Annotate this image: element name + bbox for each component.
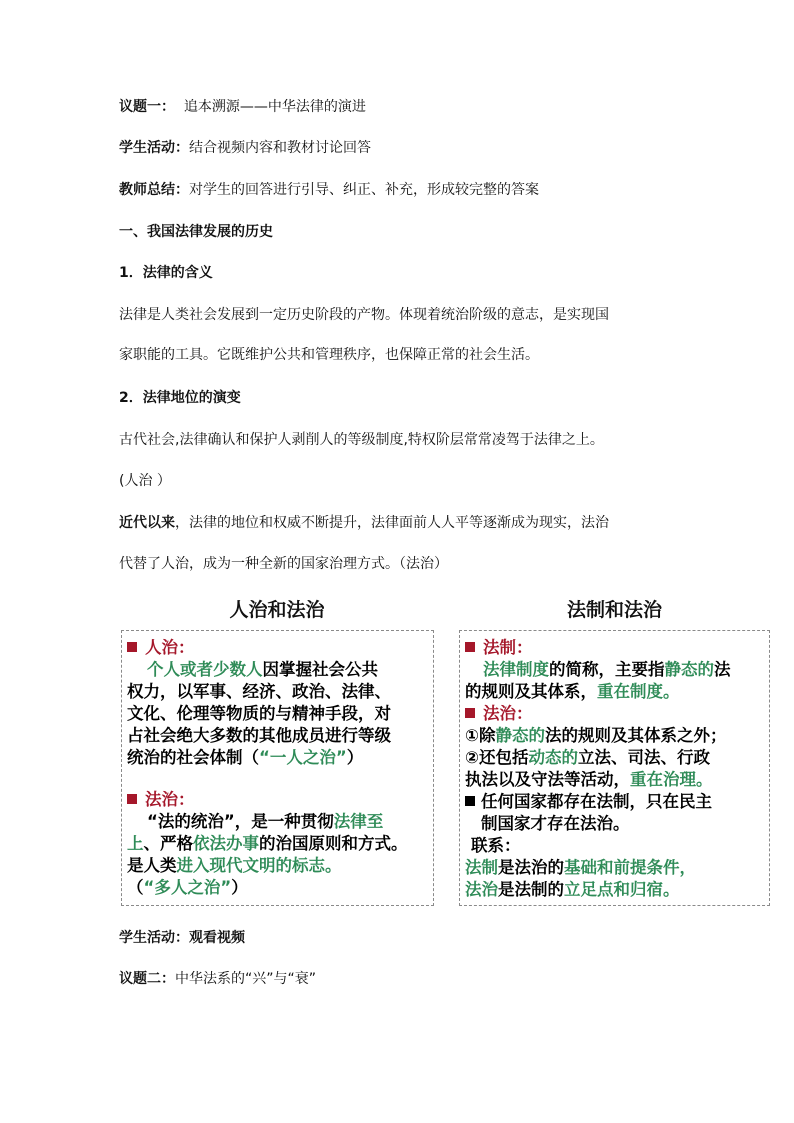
legal-system-line-2: 的规则及其体系，重在制度。 <box>465 682 680 701</box>
topic-two-text: 中华法系的“兴”与“衰” <box>175 971 317 987</box>
rule-of-law-line-1: “法的统治”，是一种贯彻法律至 <box>147 812 384 831</box>
topic-one-label: 议题一： <box>119 99 175 115</box>
rule-of-law-line-4: （“多人之治”） <box>127 878 248 897</box>
topic-two-line <box>119 969 316 989</box>
legal-system-line-1: 法律制度的简称，主要指静态的法 <box>483 660 731 679</box>
right-panel-box <box>459 630 770 906</box>
student-activity-video-label: 学生活动： <box>119 930 189 946</box>
topic-one-line <box>119 97 366 117</box>
student-activity-line <box>119 138 371 158</box>
list-item-1: ①除静态的法的规则及其体系之外； <box>465 726 727 745</box>
modern-times-text: ，法律的地位和权威不断提升，法律面前人人平等逐渐成为现实，法治 <box>175 515 609 531</box>
rule-of-man-heading <box>127 637 433 659</box>
black-square-bullet-icon <box>465 796 475 806</box>
rule-of-law-label-right: 法治： <box>483 704 533 723</box>
rule-of-man-tag: (人治 ） <box>119 473 171 489</box>
rule-of-man-line-2: 权力，以军事、经济、政治、法律、 <box>127 682 391 701</box>
student-activity-video-text: 观看视频 <box>189 930 245 946</box>
connection-line-2: 法治是法制的立足点和归宿。 <box>465 880 680 899</box>
bullet-line-2: 制国家才存在法治。 <box>481 814 630 833</box>
section-heading: 一、我国法律发展的历史 <box>119 224 273 240</box>
list-item-2: ②还包括动态的立法、司法、行政 <box>465 748 710 767</box>
square-bullet-icon <box>127 794 137 804</box>
teacher-summary-line <box>119 180 539 200</box>
subheading-law-status: 2．法律地位的演变 <box>119 390 241 406</box>
teacher-summary-text: 对学生的回答进行引导、纠正、补充，形成较完整的答案 <box>189 182 539 198</box>
student-activity-video-line <box>119 928 245 948</box>
rule-of-law-label: 法治： <box>145 790 195 809</box>
rule-of-man-line-1: 个人或者少数人因掌握社会公共 <box>147 660 378 679</box>
rule-of-law-heading-right <box>465 703 769 725</box>
legal-system-label: 法制： <box>483 638 533 657</box>
legal-system-heading <box>465 637 769 659</box>
rule-of-man-line-5: 统治的社会体制（“一人之治”） <box>127 748 364 767</box>
modern-times-line-1 <box>119 513 609 533</box>
rule-of-law-line-2: 上、严格依法办事的治国原则和方式。 <box>127 834 408 853</box>
subheading-law-meaning: 1．法律的含义 <box>119 265 213 281</box>
student-activity-label: 学生活动： <box>119 140 189 156</box>
left-panel-title: 人治和法治 <box>229 599 325 621</box>
connection-label: 联系： <box>471 836 521 855</box>
connection-line-1: 法制是法治的基础和前提条件， <box>465 858 696 877</box>
law-definition-line-2: 家职能的工具。它既维护公共和管理秩序，也保障正常的社会生活。 <box>119 347 539 363</box>
student-activity-text: 结合视频内容和教材讨论回答 <box>189 140 371 156</box>
rule-of-law-heading <box>127 789 433 811</box>
topic-one-text: 追本溯源——中华法律的演进 <box>183 99 366 115</box>
ancient-society-text: 古代社会,法律确认和保护人剥削人的等级制度,特权阶层常常凌驾于法律之上。 <box>119 432 604 448</box>
modern-times-label: 近代以来 <box>119 515 175 531</box>
modern-times-line-2: 代替了人治，成为一种全新的国家治理方式。（法治） <box>119 556 448 572</box>
teacher-summary-label: 教师总结： <box>119 182 189 198</box>
law-definition-line-1: 法律是人类社会发展到一定历史阶段的产物。体现着统治阶级的意志，是实现国 <box>119 307 609 323</box>
left-panel-box <box>121 630 434 906</box>
square-bullet-icon <box>127 642 137 652</box>
rule-of-man-line-4: 占社会绝大多数的其他成员进行等级 <box>127 726 391 745</box>
right-panel-title: 法制和法治 <box>566 599 662 621</box>
rule-of-man-label: 人治： <box>145 638 195 657</box>
bullet-line-1: 任何国家都存在法制，只在民主 <box>465 791 769 813</box>
square-bullet-icon <box>465 708 475 718</box>
square-bullet-icon <box>465 642 475 652</box>
rule-of-law-line-3: 是人类进入现代文明的标志。 <box>127 856 342 875</box>
rule-of-man-line-3: 文化、伦理等物质的与精神手段，对 <box>127 704 391 723</box>
topic-two-label: 议题二： <box>119 971 175 987</box>
list-item-2-cont: 执法以及守法等活动，重在治理。 <box>465 770 713 789</box>
